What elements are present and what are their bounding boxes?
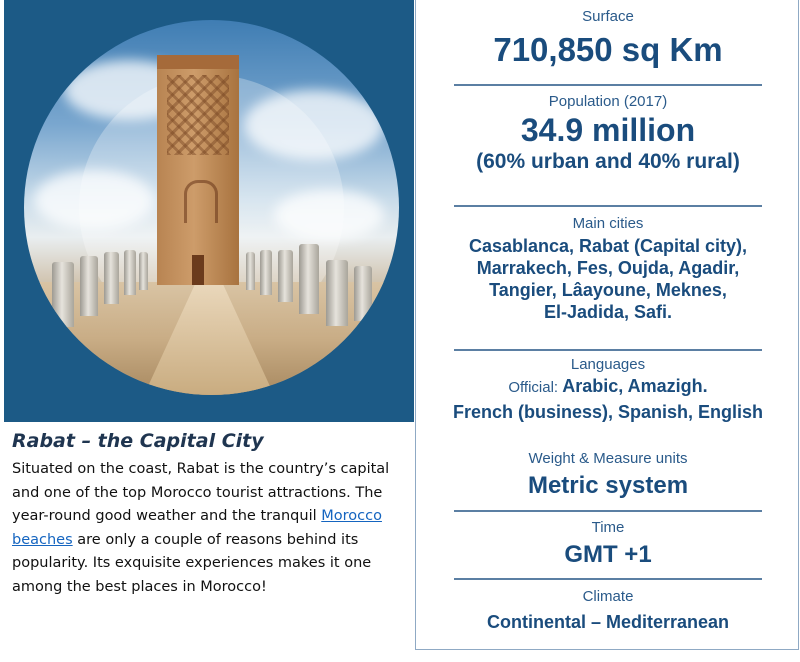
population-detail: (60% urban and 40% rural) xyxy=(476,150,740,173)
article-body: Situated on the coast, Rabat is the country’s capital and one of the top Morocco tourist attractions. The year-round good weather and the tranquil Morocco beaches are only a couple of reasons behind its popularity. Its exquisite experiences makes it one among the best places in Morocco! xyxy=(12,461,390,595)
city-line: Marrakech, Fes, Oujda, Agadir, xyxy=(476,258,740,278)
time-label: Time xyxy=(591,519,625,536)
languages-label: Languages xyxy=(570,356,646,373)
climate-value: Continental – Mediterranean xyxy=(486,612,730,632)
surface-label: Surface xyxy=(582,8,634,25)
population-label: Population (2017) xyxy=(548,93,668,110)
time-section xyxy=(416,519,800,571)
climate-label: Climate xyxy=(582,588,634,605)
languages-official-value: Arabic, Amazigh. xyxy=(562,376,708,396)
population-value: 34.9 million xyxy=(520,112,696,148)
cities-section xyxy=(416,215,800,323)
languages-others: French (business), Spanish, English xyxy=(452,402,764,422)
hassan-tower-photo xyxy=(24,20,399,395)
city-line: Casablanca, Rabat (Capital city), xyxy=(468,236,748,256)
population-section xyxy=(416,93,800,175)
time-value: GMT +1 xyxy=(564,541,652,568)
city-line: El-Jadida, Safi. xyxy=(543,302,673,322)
surface-value: 710,850 sq Km xyxy=(493,31,723,68)
units-section xyxy=(416,450,800,502)
climate-section xyxy=(416,588,800,635)
units-label: Weight & Measure units xyxy=(528,450,688,467)
article xyxy=(12,430,410,599)
cities-label: Main cities xyxy=(572,215,644,232)
city-line: Tangier, Lâayoune, Meknes, xyxy=(489,280,727,300)
article-title: Rabat – the Capital City xyxy=(12,430,264,452)
units-value: Metric system xyxy=(527,472,689,499)
facts-panel xyxy=(415,0,799,650)
languages-section xyxy=(416,356,800,424)
photo-panel xyxy=(4,0,414,422)
languages-official-label: Official: xyxy=(508,379,563,396)
surface-section xyxy=(416,8,800,70)
morocco-beaches-link[interactable]: Morocco beaches xyxy=(12,508,382,548)
